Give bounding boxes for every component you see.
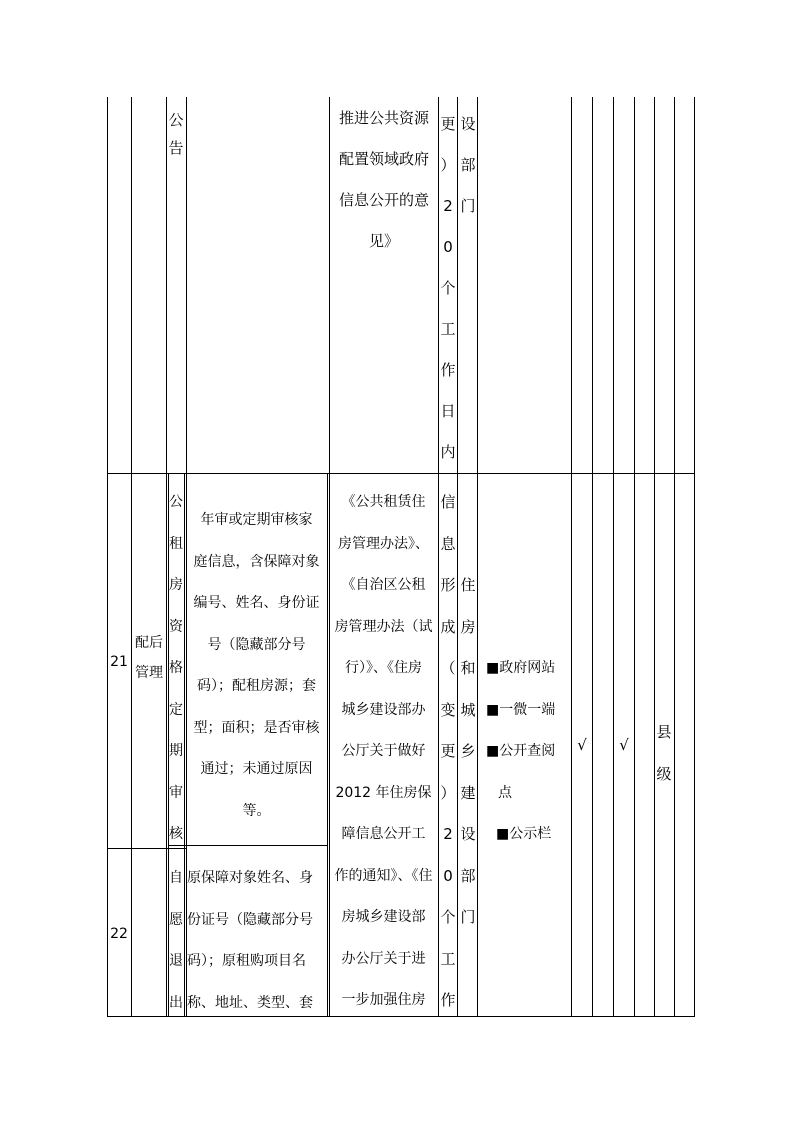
channel-public-reading: ■公开查阅 <box>486 743 556 759</box>
shared-basis-text: 《公共租赁住 房管理办法》、 《自治区公租 房管理办法（试 行）》、《住房 城乡建设部办 公厅关于做好 2012 年住房保 障信息公开工 作的通知》、《住 房城乡建设部 办公厅关于进 一步加强住房 <box>334 494 433 1008</box>
channel-website: ■政府网站 <box>486 660 556 676</box>
cont-notice-char: 告 <box>168 139 184 157</box>
channel-public-reading-cont: 点 <box>498 784 512 801</box>
row21-channels <box>486 648 572 856</box>
cont-subject-cell: 设 部 门 <box>460 115 476 215</box>
cont-timing-cell: 更 ） 2 0 个 工 作 日 内 <box>440 115 456 461</box>
row21-timing-cell: 信 息 形 成 （ 变 更 ） 2 0 个 工 作 <box>440 493 456 1009</box>
row22-content: 原保障对象姓名、身 份证号（隐藏部分号 码）；原租购项目名 称、地址、类型、套 <box>187 870 313 1011</box>
row22-item-cell: 自 愿 退 出 <box>169 870 183 1011</box>
row21-subject-cell: 住 房 和 城 乡 建 设 部 门 <box>460 576 476 926</box>
row21-check-1: √ <box>577 736 587 754</box>
row21-item-cell: 公 租 房 资 格 定 期 审 核 <box>169 494 183 842</box>
row21-content: 年审或定期审核家 庭信息，含保障对象 编号、姓名、身份证 号（隐藏部分号 码）；配租房源；套 型；面积；是否审核 通过；未通过原因 等。 <box>193 512 320 819</box>
channel-bulletin: ■公示栏 <box>496 826 552 842</box>
row21-level-cell: 县 级 <box>656 723 672 783</box>
row21-number: 21 <box>110 654 128 670</box>
row21-category: 配后 管理 <box>135 635 163 681</box>
channel-weibo-wechat: ■一微一端 <box>486 701 556 718</box>
cont-notice-cell <box>166 106 186 162</box>
row21-check-2: √ <box>619 736 629 754</box>
cont-notice-char: 公 <box>168 111 184 129</box>
cont-basis-text: 推进公共资源 配置领域政府 信息公开的意 见》 <box>338 109 429 250</box>
row22-number: 22 <box>110 926 128 942</box>
